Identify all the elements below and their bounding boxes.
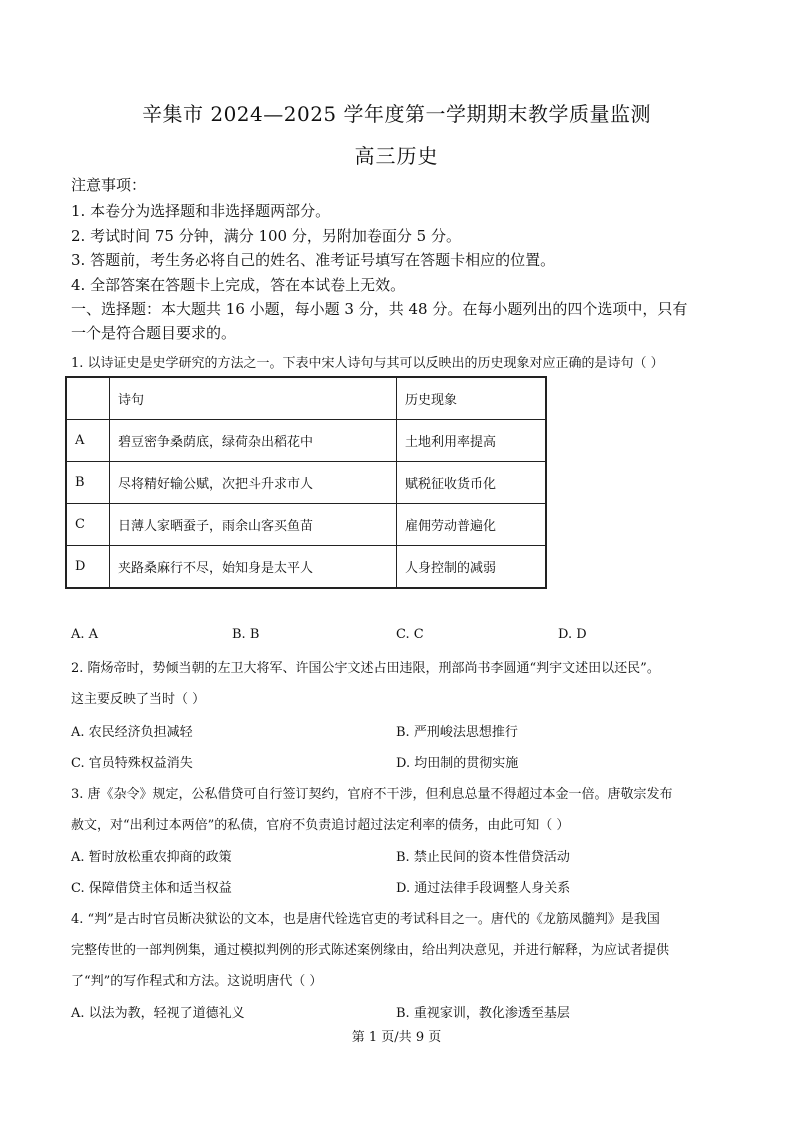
- section-heading-line1: 一、选择题：本大题共 16 小题，每小题 3 分，共 48 分。在每小题列出的四个选项中，只有: [71, 300, 688, 318]
- table-cell: 赋税征收货币化: [397, 462, 547, 504]
- q1-option-a: A. A: [71, 627, 99, 642]
- section-heading-line2: 一个是符合题目要求的。: [71, 324, 237, 342]
- table-header-row: [66, 377, 546, 420]
- q4-option-b: B. 重视家训，教化渗透至基层: [396, 1006, 570, 1021]
- q1-stem: 1. 以诗证史是史学研究的方法之一。下表中宋人诗句与其可以反映出的历史现象对应正确的是诗句（ ）: [71, 356, 664, 371]
- table-header-cell: 诗句: [110, 377, 397, 420]
- table-row: [66, 462, 546, 504]
- page-number: 第 1 页/共 9 页: [351, 1030, 442, 1045]
- q4-option-a: A. 以法为教，轻视了道德礼义: [71, 1006, 245, 1021]
- notice-item-3: 3. 答题前，考生务必将自己的姓名、准考证号填写在答题卡相应的位置。: [71, 251, 556, 269]
- q1-option-b: B. B: [232, 627, 260, 642]
- table-row: [66, 420, 546, 462]
- table-cell: B: [66, 462, 110, 504]
- notice-item-1: 1. 本卷分为选择题和非选择题两部分。: [71, 202, 331, 220]
- table-cell: 人身控制的减弱: [397, 546, 547, 589]
- notice-item-4: 4. 全部答案在答题卡上完成，答在本试卷上无效。: [71, 276, 406, 294]
- q3-option-b: B. 禁止民间的资本性借贷活动: [396, 850, 570, 865]
- q1-table: [65, 376, 547, 589]
- table-cell: 雇佣劳动普遍化: [397, 504, 547, 546]
- q2-stem-line1: 2. 隋炀帝时，势倾当朝的左卫大将军、许国公宇文述占田违限，刑部尚书李圆通“判宇文述田以还民”。: [71, 661, 660, 676]
- q1-option-c: C. C: [396, 627, 424, 642]
- q4-stem-line3: 了“判”的写作程式和方法。这说明唐代（ ）: [71, 974, 323, 989]
- table-cell: 碧豆密争桑荫底，绿荷杂出稻花中: [110, 420, 397, 462]
- q2-option-b: B. 严刑峻法思想推行: [396, 725, 518, 740]
- table-row: [66, 504, 546, 546]
- notice-heading: 注意事项：: [71, 176, 147, 194]
- table-cell: 尽将精好输公赋，次把斗升求市人: [110, 462, 397, 504]
- q1-option-d: D. D: [558, 627, 587, 642]
- table-header-cell: [66, 377, 110, 420]
- q4-stem-line1: 4. “判”是古时官员断决狱讼的文本，也是唐代铨选官吏的考试科目之一。唐代的《龙筋凤髓判》是我国: [71, 912, 660, 927]
- q2-option-d: D. 均田制的贯彻实施: [396, 756, 519, 771]
- q2-option-c: C. 官员特殊权益消失: [71, 756, 193, 771]
- q2-option-a: A. 农民经济负担减轻: [71, 725, 193, 740]
- q3-option-a: A. 暂时放松重农抑商的政策: [71, 850, 232, 865]
- exam-subject: 高三历史: [354, 144, 439, 168]
- table-cell: 夹路桑麻行不尽，始知身是太平人: [110, 546, 397, 589]
- q2-stem-line2: 这主要反映了当时（ ）: [71, 692, 206, 707]
- exam-title: 辛集市 2024—2025 学年度第一学期期末教学质量监测: [141, 102, 651, 126]
- table-cell: A: [66, 420, 110, 462]
- table-cell: 土地利用率提高: [397, 420, 547, 462]
- table-cell: C: [66, 504, 110, 546]
- q3-stem-line2: 赦文，对“出利过本两倍”的私债，官府不负责追讨超过法定利率的债务，由此可知（ ）: [71, 818, 570, 833]
- notice-item-2: 2. 考试时间 75 分钟，满分 100 分，另附加卷面分 5 分。: [71, 227, 461, 245]
- table-cell: 日薄人家晒蚕子，雨余山客买鱼苗: [110, 504, 397, 546]
- q3-option-d: D. 通过法律手段调整人身关系: [396, 881, 571, 896]
- q3-option-c: C. 保障借贷主体和适当权益: [71, 881, 232, 896]
- table-cell: D: [66, 546, 110, 589]
- q3-stem-line1: 3. 唐《杂令》规定，公私借贷可自行签订契约，官府不干涉，但利息总量不得超过本金一倍。唐敬宗发布: [71, 787, 673, 802]
- table-header-cell: 历史现象: [397, 377, 547, 420]
- table-row: [66, 546, 546, 589]
- q4-stem-line2: 完整传世的一部判例集，通过模拟判例的形式陈述案例缘由，给出判决意见，并进行解释，为应试者提供: [71, 943, 670, 958]
